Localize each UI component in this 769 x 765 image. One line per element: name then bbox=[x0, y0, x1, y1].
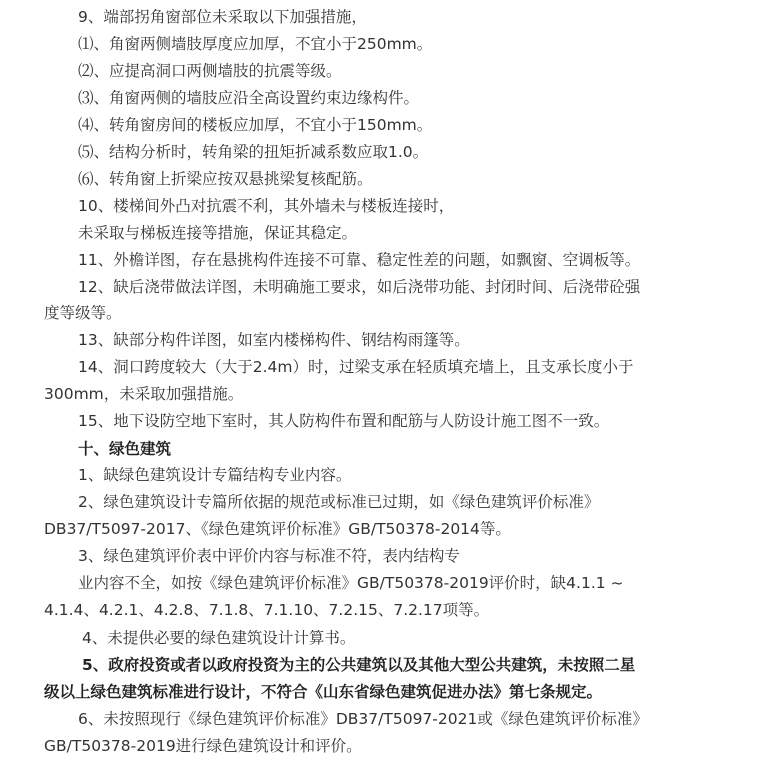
text-line: 14、洞口跨度较大（大于2.4m）时，过梁支承在轻质填充墙上，且支承长度小于 bbox=[78, 358, 634, 376]
text-line: ⑸、结构分析时，转角梁的扭矩折减系数应取1.0。 bbox=[78, 143, 429, 161]
text-line: ⑵、应提高洞口两侧墙肢的抗震等级。 bbox=[78, 62, 342, 80]
text-line: 6、未按照现行《绿色建筑评价标准》DB37/T5097-2021或《绿色建筑评价标准》 bbox=[78, 710, 648, 728]
text-line-bold: 5、政府投资或者以政府投资为主的公共建筑以及其他大型公共建筑，未按照二星 bbox=[82, 656, 636, 674]
text-line: 15、地下设防空地下室时，其人防构件布置和配筋与人防设计施工图不一致。 bbox=[78, 412, 610, 430]
text-line: DB37/T5097-2017、《绿色建筑评价标准》GB/T50378-2014等。 bbox=[44, 520, 511, 538]
text-line: 13、缺部分构件详图，如室内楼梯构件、钢结构雨篷等。 bbox=[78, 331, 470, 349]
text-line: 4、未提供必要的绿色建筑设计计算书。 bbox=[82, 629, 356, 647]
text-line: ⑶、角窗两侧的墙肢应沿全高设置约束边缘构件。 bbox=[78, 89, 420, 107]
section-heading: 十、绿色建筑 bbox=[78, 440, 172, 458]
text-line-bold: 级以上绿色建筑标准进行设计，不符合《山东省绿色建筑促进办法》第七条规定。 bbox=[44, 683, 603, 701]
text-line: 12、缺后浇带做法详图，未明确施工要求，如后浇带功能、封闭时间、后浇带砼强 bbox=[78, 278, 641, 296]
text-line: 10、楼梯间外凸对抗震不利，其外墙未与楼板连接时， bbox=[78, 197, 455, 215]
text-line: 3、绿色建筑评价表中评价内容与标准不符，表内结构专 bbox=[78, 547, 460, 565]
text-line: 1、缺绿色建筑设计专篇结构专业内容。 bbox=[78, 466, 352, 484]
text-line: 300mm，未采取加强措施。 bbox=[44, 385, 244, 403]
text-line: 2、绿色建筑设计专篇所依据的规范或标准已过期，如《绿色建筑评价标准》 bbox=[78, 493, 600, 511]
text-line: 度等级等。 bbox=[44, 304, 122, 322]
text-line: ⑴、角窗两侧墙肢厚度应加厚，不宜小于250mm。 bbox=[78, 35, 433, 53]
text-line: ⑷、转角窗房间的楼板应加厚，不宜小于150mm。 bbox=[78, 116, 433, 134]
text-line: 11、外檐详图，存在悬挑构件连接不可靠、稳定性差的问题，如飘窗、空调板等。 bbox=[78, 251, 641, 269]
text-line: ⑹、转角窗上折梁应按双悬挑梁复核配筋。 bbox=[78, 170, 373, 188]
text-line: GB/T50378-2019进行绿色建筑设计和评价。 bbox=[44, 737, 362, 755]
text-line: 9、端部拐角窗部位未采取以下加强措施， bbox=[78, 8, 367, 26]
text-line: 未采取与梯板连接等措施，保证其稳定。 bbox=[78, 224, 358, 242]
text-line: 4.1.4、4.2.1、4.2.8、7.1.8、7.1.10、7.2.15、7.2.17项等。 bbox=[44, 601, 490, 619]
text-line: 业内容不全，如按《绿色建筑评价标准》GB/T50378-2019评价时，缺4.1.1 ~ bbox=[78, 574, 624, 592]
